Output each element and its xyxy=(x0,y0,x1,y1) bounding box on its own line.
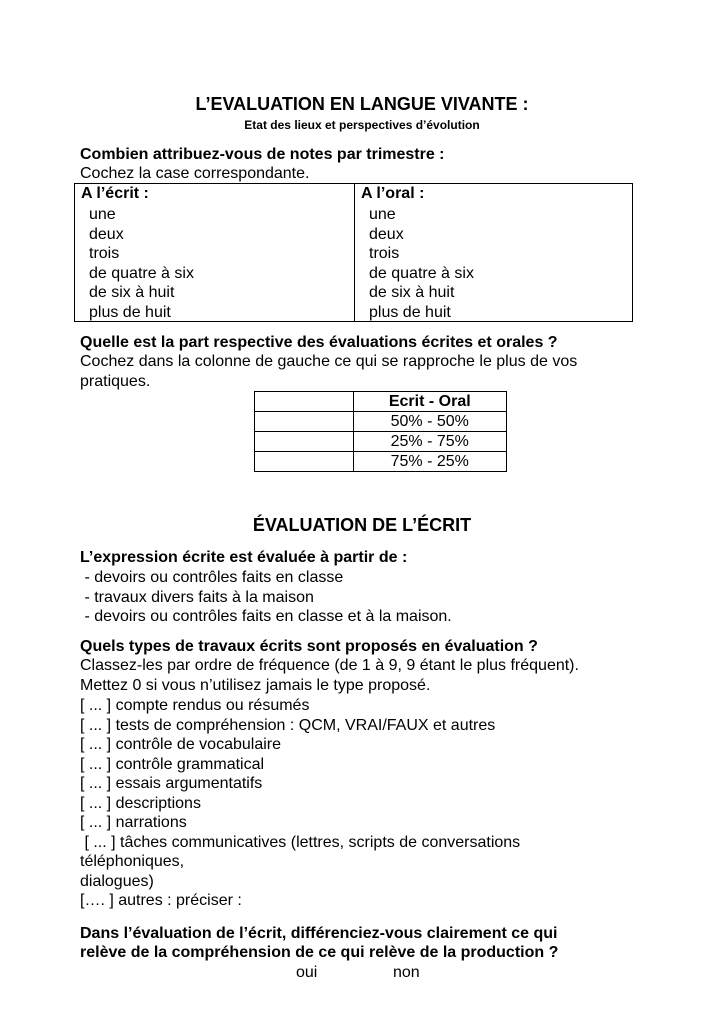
ratio-value: 75% - 25% xyxy=(353,452,506,472)
written-option-une[interactable]: une xyxy=(89,206,116,223)
oral-option-quatre-six[interactable]: de quatre à six xyxy=(369,264,474,282)
question-written-work-types: Quels types de travaux écrits sont proposés en évaluation ? xyxy=(80,638,538,655)
written-expression-options xyxy=(80,568,452,627)
instruction-line-2: pratiques. xyxy=(80,373,151,390)
work-type-grammatical[interactable]: [ ... ] contrôle grammatical xyxy=(80,755,265,773)
work-type-taches[interactable]: [ ... ] tâches communicatives (lettres, scripts de conversations xyxy=(80,833,521,851)
ratio-checkbox-cell[interactable] xyxy=(255,432,354,452)
ratio-table xyxy=(254,391,507,472)
oral-column xyxy=(355,184,632,321)
ratio-header: Ecrit - Oral xyxy=(353,392,506,412)
work-type-autres[interactable]: […. ] autres : préciser : xyxy=(80,892,242,909)
option-devoirs-classe-maison[interactable]: - devoirs ou contrôles faits en classe et à la maison. xyxy=(80,608,452,625)
oral-option-trois[interactable]: trois xyxy=(369,245,400,263)
work-type-taches-continued: dialogues) xyxy=(80,872,154,890)
oral-header: A l’oral : xyxy=(361,185,425,202)
section-title-ecrit: ÉVALUATION DE L’ÉCRIT xyxy=(252,515,472,535)
work-type-descriptions[interactable]: [ ... ] descriptions xyxy=(80,794,201,812)
instruction-check-box: Cochez la case correspondante. xyxy=(80,165,310,182)
oral-option-deux[interactable]: deux xyxy=(369,225,404,243)
written-option-plus-huit[interactable]: plus de huit xyxy=(89,303,171,321)
work-type-essais[interactable]: [ ... ] essais argumentatifs xyxy=(80,775,263,792)
ratio-row xyxy=(255,452,507,472)
question-differentiate-line-2: relève de la compréhension de ce qui relève de la production ? xyxy=(80,944,559,961)
oral-option-six-huit[interactable]: de six à huit xyxy=(369,284,455,302)
written-option-six-huit[interactable]: de six à huit xyxy=(89,284,175,302)
work-type-tests[interactable]: [ ... ] tests de compréhension : QCM, VRAI/FAUX et autres xyxy=(80,716,496,734)
option-devoirs-classe[interactable]: - devoirs ou contrôles faits en classe xyxy=(80,569,344,586)
instruction-rank-line-1: Classez-les par ordre de fréquence (de 1 à 9, 9 étant le plus fréquent). xyxy=(80,657,579,674)
question-written-expression: L’expression écrite est évaluée à partir de : xyxy=(80,549,408,566)
oral-options xyxy=(369,205,474,323)
ratio-row xyxy=(255,432,507,452)
work-type-taches-continued: téléphoniques, xyxy=(80,853,185,870)
question-written-oral-share: Quelle est la part respective des évaluations écrites et orales ? xyxy=(80,334,558,351)
ratio-value: 25% - 75% xyxy=(353,432,506,452)
option-travaux-maison[interactable]: - travaux divers faits à la maison xyxy=(80,588,314,606)
page-subtitle: Etat des lieux et perspectives d’évolution xyxy=(244,118,480,132)
answer-non[interactable]: non xyxy=(393,964,420,981)
answer-oui[interactable]: oui xyxy=(296,964,318,981)
oral-option-plus-huit[interactable]: plus de huit xyxy=(369,303,451,321)
written-option-trois[interactable]: trois xyxy=(89,245,120,263)
ratio-checkbox-cell[interactable] xyxy=(255,412,354,432)
work-type-narrations[interactable]: [ ... ] narrations xyxy=(80,814,187,831)
ratio-row xyxy=(255,412,507,432)
oral-option-une[interactable]: une xyxy=(369,206,396,223)
work-type-vocabulaire[interactable]: [ ... ] contrôle de vocabulaire xyxy=(80,736,281,753)
notes-table xyxy=(74,183,633,322)
written-options xyxy=(89,205,194,323)
instruction-rank-line-2: Mettez 0 si vous n’utilisez jamais le type proposé. xyxy=(80,677,431,694)
work-type-compte-rendus[interactable]: [ ... ] compte rendus ou résumés xyxy=(80,697,310,714)
page-title: L’EVALUATION EN LANGUE VIVANTE : xyxy=(195,94,529,114)
written-column xyxy=(75,184,355,321)
question-notes-per-term: Combien attribuez-vous de notes par trimestre : xyxy=(80,146,445,163)
instruction-line-1: Cochez dans la colonne de gauche ce qui se rapproche le plus de vos xyxy=(80,353,578,370)
written-option-deux[interactable]: deux xyxy=(89,225,124,243)
work-types-list xyxy=(80,696,520,911)
ratio-table-header-row xyxy=(255,392,507,412)
question-differentiate-line-1: Dans l’évaluation de l’écrit, différenciez-vous clairement ce qui xyxy=(80,925,558,942)
ratio-checkbox-cell[interactable] xyxy=(255,452,354,472)
written-option-quatre-six[interactable]: de quatre à six xyxy=(89,264,194,282)
written-header: A l’écrit : xyxy=(81,185,149,202)
ratio-checkbox-cell-header xyxy=(255,392,354,412)
ratio-value: 50% - 50% xyxy=(353,412,506,432)
